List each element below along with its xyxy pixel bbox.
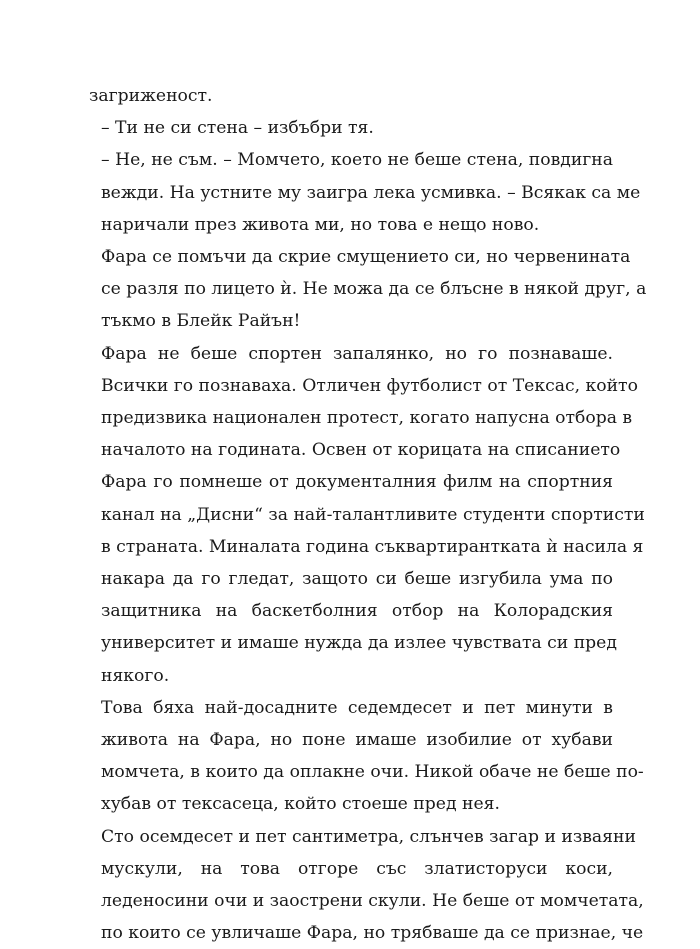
paragraph-2 (89, 112, 613, 144)
text-line: се разля по лицето ѝ. Не можа да се блъсне в някой друг, а (101, 279, 647, 300)
text-line: леденосини очи и заострени скули. Не беше от момчетата, (101, 891, 644, 912)
text-line: вежди. На устните му заигра лека усмивка. – Всякак са ме (101, 182, 641, 203)
book-page (89, 80, 647, 949)
text-line: Фара го помнеше от документалния филм на спортния (101, 472, 613, 493)
text-line: някого. (101, 665, 170, 686)
text-line: момчета, в които да оплакне очи. Никой обаче не беше по- (101, 762, 644, 783)
text-line: – Не, не съм. – Момчето, което не беше стена, повдигна (101, 150, 613, 171)
paragraph-4 (89, 241, 647, 338)
text-line: наричали през живота ми, но това е нещо ново. (101, 214, 540, 235)
text-line: предизвика национален протест, когато напусна отбора в (101, 408, 633, 429)
paragraph-1 (89, 80, 613, 112)
paragraph-6 (89, 692, 644, 821)
text-line: Това бяха най-досадните седемдесет и пет минути в (101, 697, 613, 718)
text-line: накара да го гледат, защото си беше изгубила ума по (101, 569, 613, 590)
text-line: хубав от тексасеца, който стоеше пред нея. (101, 794, 500, 815)
text-line: мускули, на това отгоре със златисторуси коси, (101, 858, 613, 879)
paragraph-5 (89, 338, 645, 692)
text-line: в страната. Миналата година съквартирантката ѝ насила я (101, 536, 644, 557)
paragraph-7 (89, 821, 644, 949)
text-line: Всички го познаваха. Отличен футболист от Тексас, който (101, 375, 638, 396)
text-line: канал на „Дисни“ за най-талантливите студенти спортисти (101, 504, 645, 525)
text-line: Фара се помъчи да скрие смущението си, но червенината (101, 247, 631, 268)
text-line: Сто осемдесет и пет сантиметра, слънчев загар и изваяни (101, 826, 636, 847)
text-line: загриженост. (89, 86, 213, 106)
text-line: – Ти не си стена – избъбри тя. (101, 118, 374, 139)
paragraph-3 (89, 144, 641, 241)
text-line: тъкмо в Блейк Райън! (101, 311, 301, 332)
text-line: по които се увличаше Фара, но трябваше да се признае, че (101, 923, 644, 944)
text-line: защитника на баскетболния отбор на Колорадския (101, 601, 613, 622)
text-line: Фара не беше спортен запалянко, но го познаваше. (101, 343, 613, 364)
text-line: началото на годината. Освен от корицата на списанието (101, 440, 621, 461)
text-line: университет и имаше нужда да излее чувствата си пред (101, 633, 617, 654)
text-line: живота на Фара, но поне имаше изобилие от хубави (101, 730, 613, 751)
